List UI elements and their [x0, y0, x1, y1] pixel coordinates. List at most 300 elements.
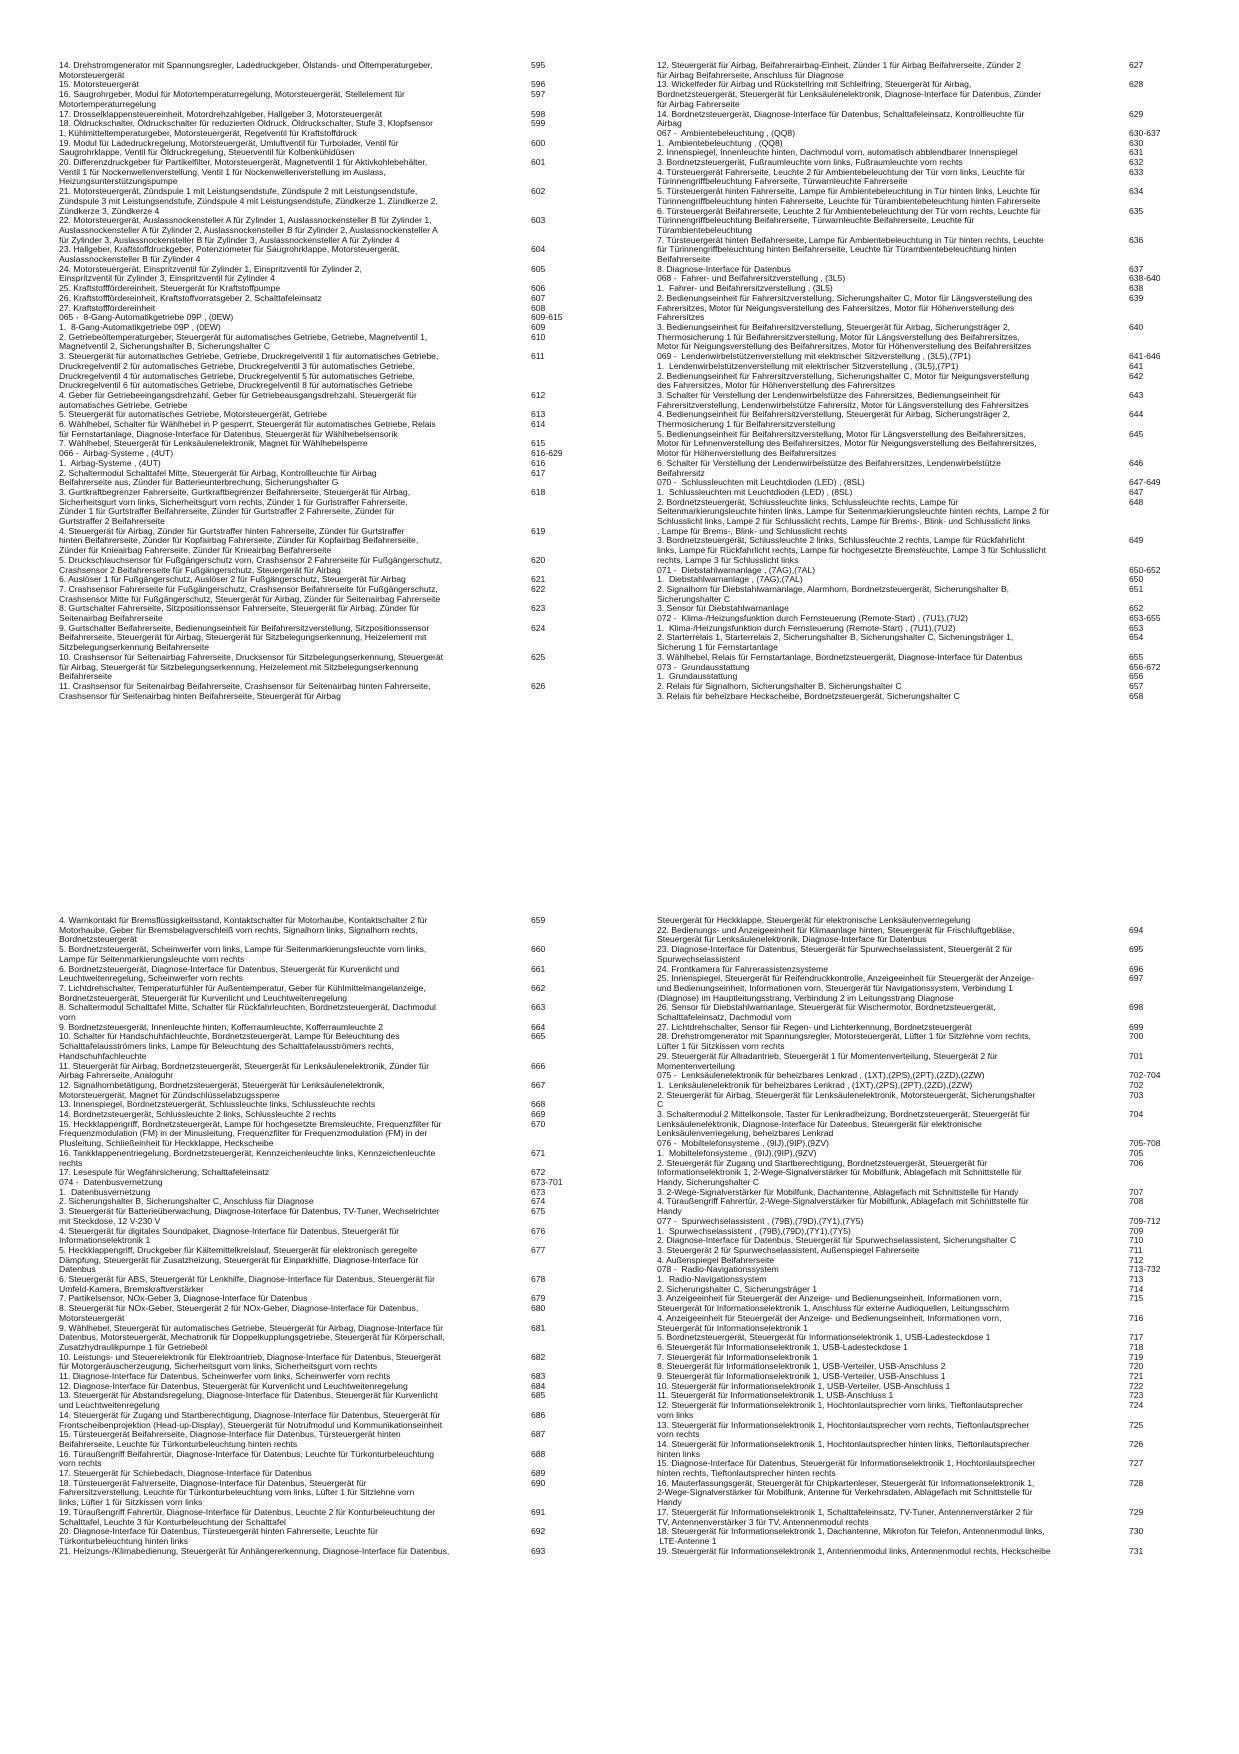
toc-entry: [59, 187, 619, 216]
toc-page-number: 619: [531, 525, 546, 536]
toc-entry-title: 20. Differenzdruckgeber für Partikelfilter, Motorsteuergerät, Magnetventil 1 für Aktivkohlebehälter, Ventil 1 für Nockenwellenverstellung, Ventil 1 für Nockenwellenverstellung im Auslass, Heizungsunterstützungspumpe: [59, 157, 428, 187]
toc-page-number: 652: [1129, 603, 1144, 614]
toc-page-number: 726: [1129, 1438, 1144, 1449]
toc-entry-title: 22. Bedienungs- und Anzeigeeinheit für Klimaanlage hinten, Steuergerät für Frischluftgebläse, Steuergerät für Lenksäulenelektronik, Diagnose-Interface für Datenbus: [657, 924, 1015, 945]
toc-page-number: 702: [1129, 1079, 1144, 1090]
toc-page-number: 699: [1129, 1021, 1144, 1032]
column-right: [657, 916, 1217, 1752]
toc-page-number: 687: [531, 1429, 546, 1440]
toc-entry-title: 25. Kraftstofffördereinheit, Steuergerät für Kraftstoffpumpe: [59, 283, 281, 294]
toc-entry-title: 1. Grundausstattung: [657, 671, 738, 682]
toc-entry-title: 1. Airbag-Systeme , (4UT): [59, 457, 161, 468]
toc-page-number: 638-640: [1129, 273, 1161, 284]
toc-entry-title: 3. Wählhebel, Relais für Fernstartanlage, Bordnetzsteuergerät, Diagnose-Interface für Datenbus: [657, 651, 1023, 662]
toc-page-number: 649: [1129, 535, 1144, 546]
toc-entry-title: 10. Crashsensor für Seitenairbag Fahrerseite, Drucksensor für Sitzbelegungserkennung, Steuergerät für Airbag, Steuergerät für Sitzbelegungserkennung, Heizelement mit Sitzbelegungserkennung Beifahrerseite: [59, 651, 444, 682]
toc-page-number: 727: [1129, 1458, 1144, 1469]
toc-entry-title: 3. Anzeigeeinheit für Steuergerät der Anzeige- und Bedienungseinheit, Informationen vorn, Steuergerät für Informationselektronik 1, Anschluss für externe Audioquellen, Leitungsschirm: [657, 1293, 1010, 1314]
toc-page-number: 656: [1129, 671, 1144, 682]
toc-entry-title: 068 - Fahrer- und Beifahrersitzverstellung , (3L5): [657, 273, 846, 284]
toc-entry-title: 9. Bordnetzsteuergerät, Innenleuchte hinten, Kofferraumleuchte, Kofferraumleuchte 2: [59, 1021, 384, 1032]
toc-page-number: 625: [531, 651, 546, 662]
toc-entry: [59, 984, 619, 1003]
toc-entry-title: 8. Gurtschalter Fahrerseite, Sitzpositionssensor Fahrerseite, Steuergerät für Airbag, Zünder für Seitenairbag Beifahrerseite: [59, 603, 420, 624]
toc-page-number: 705-708: [1129, 1138, 1161, 1149]
toc-page-number: 705: [1129, 1147, 1144, 1158]
toc-entry-title: 16. Türaußengriff Beifahrertür, Diagnose-Interface für Datenbus, Leuchte für Türkonturbeleuchtung vorn rechts: [59, 1448, 435, 1469]
toc-page-number: 599: [531, 118, 546, 129]
toc-page-number: 641-646: [1129, 351, 1161, 362]
toc-page-number: 637: [1129, 263, 1144, 274]
toc-page-number: 610: [531, 331, 546, 342]
toc-page-number: 713: [1129, 1274, 1144, 1285]
toc-entry-title: 1. Ambientebeleuchtung , (QQ8): [657, 137, 783, 148]
toc-page-number: 717: [1129, 1332, 1144, 1343]
toc-entry: [657, 80, 1217, 109]
toc-entry-title: 14. Bordnetzsteuergerät, Schlussleuchte 2 links, Schlussleuchte 2 rechts: [59, 1109, 337, 1120]
toc-entry: [657, 323, 1217, 352]
toc-page-number: 601: [531, 157, 546, 168]
toc-entry-title: 7. Steuergerät für Informationselektronik 1: [657, 1351, 818, 1362]
toc-page-number: 627: [1129, 61, 1144, 70]
toc-page-number: 636: [1129, 234, 1144, 245]
toc-page-number: 715: [1129, 1293, 1144, 1304]
toc-entry-title: 5. Bordnetzsteuergerät, Steuergerät für Informationselektronik 1, USB-Ladesteckdose 1: [657, 1332, 991, 1343]
toc-entry-title: 11. Steuergerät für Informationselektronik 1, USB-Anschluss 1: [657, 1390, 894, 1401]
toc-entry: [657, 974, 1217, 1003]
toc-page-number: 692: [531, 1526, 546, 1537]
toc-entry-title: 2. Bedienungseinheit für Fahrersitzverstellung, Sicherungshalter C, Motor für Neigungsverstellung des Fahrersitzes, Motor für Höhenverstellung des Fahrersitzes: [657, 370, 1030, 391]
toc-page-number: 633: [1129, 166, 1144, 177]
toc-entry-title: 072 - Klima-/Heizungsfunktion durch Fernsteuerung (Remote-Start) , (7U1),(7U2): [657, 613, 968, 624]
toc-entry-title: 6. Auslöser 1 für Fußgängerschutz, Auslöser 2 für Fußgängerschutz, Steuergerät für Airbag: [59, 574, 406, 585]
toc-entry-title: 074 - Datenbusvernetzung: [59, 1176, 163, 1187]
toc-page-number: 719: [1129, 1351, 1144, 1362]
toc-page-number: 618: [531, 486, 546, 497]
toc-entry: [59, 1430, 619, 1449]
toc-page-number: 611: [531, 351, 545, 362]
toc-page-number: 713-732: [1129, 1264, 1161, 1275]
toc-entry-title: 17. Steuergerät für Informationselektronik 1, Schalttafeleinsatz, TV-Tuner, Antennenverstärker 2 für TV, Antennenverstärker 3 für TV, Antennenmodul rechts: [657, 1506, 1033, 1527]
toc-entry-title: 4. Steuergerät für Airbag, Zünder für Gurtstraffer hinten Fahrerseite, Zünder für Gurtstraffer hinten Beifahrerseite, Zünder für Kopfairbag Fahrerseite, Zünder für Kopfairbag Beifahrerseite, Zünder für Knieairbag Fahrerseite, Zünder für Knieairbag Beifahrerseite: [59, 525, 419, 556]
toc-entry: [59, 916, 619, 945]
toc-entry-title: 1. Schlussleuchten mit Leuchtdioden (LED) , (8SL): [657, 486, 853, 497]
toc-page-number: 710: [1129, 1235, 1144, 1246]
toc-page-number: 703: [1129, 1089, 1144, 1100]
toc-entry: [59, 1527, 619, 1546]
toc-entry-title: 3. Relais für beheizbare Heckscheibe, Bordnetzsteuergerät, Sicherungshalter C: [657, 690, 960, 701]
toc-page-number: 675: [531, 1206, 546, 1217]
toc-entry-title: 19. Türaußengriff Fahrertür, Diagnose-Interface für Datenbus, Leuchte 2 für Konturbeleuchtung der Schalttafel, Leuchte 3 für Konturbeleuchtung der Schalttafel: [59, 1506, 436, 1527]
toc-page-number: 646: [1129, 457, 1144, 468]
toc-page-number: 670: [531, 1118, 546, 1129]
toc-page-number: 626: [531, 681, 546, 691]
toc-page-number: 711: [1129, 1244, 1143, 1255]
toc-entry-title: 3. Steuergerät 2 für Spurwechselassistent, Außenspiegel Fahrerseite: [657, 1244, 920, 1255]
toc-page-number: 689: [531, 1468, 546, 1479]
toc-page-number: 686: [531, 1409, 546, 1420]
toc-entry-title: 24. Motorsteuergerät, Einspritzventil für Zylinder 1, Einspritzventil für Zylinder 2, Einspritzventil für Zylinder 3, Einspritzventil für Zylinder 4: [59, 263, 362, 284]
toc-page-number: 688: [531, 1448, 546, 1459]
toc-entry-title: 4. Türaußengriff Fahrertür, 2-Wege-Signalverstärker für Mobilfunk, Ablagefach mit Schnittstelle für Handy: [657, 1196, 1029, 1217]
toc-page-number: 725: [1129, 1419, 1144, 1430]
toc-page-number: 722: [1129, 1380, 1144, 1391]
toc-page-number: 685: [531, 1390, 546, 1401]
toc-page-number: 595: [531, 61, 546, 70]
toc-entry: [59, 1479, 619, 1508]
toc-entry: [59, 1246, 619, 1275]
toc-page-number: 666: [531, 1060, 546, 1071]
toc-entry-title: 3. Bordnetzsteuergerät, Fußraumleuchte vorn links, Fußraumleuchte vorn rechts: [657, 157, 963, 168]
toc-entry: [657, 585, 1217, 604]
toc-entry: [59, 682, 619, 701]
toc-page-number: 635: [1129, 205, 1144, 216]
toc-entry-title: 5. Bedienungseinheit für Beifahrersitzverstellung, Motor für Längsverstellung des Beifahrersitzes, Motor für Lehnenverstellung des Beifahrersitzes, Motor für Neigungsverstellung des Beifahrersitzes, Motor für Höhenverstellung des Beifahrersitzes: [657, 428, 1037, 459]
toc-page-number: 718: [1129, 1341, 1144, 1352]
toc-page-number: 680: [531, 1303, 546, 1314]
toc-page-number: 683: [531, 1371, 546, 1382]
toc-entry-title: 2. Sicherungshalter B, Sicherungshalter C, Anschluss für Diagnose: [59, 1196, 314, 1207]
toc-page-number: 712: [1129, 1254, 1144, 1265]
toc-entry-title: 19. Modul für Ladedruckregelung, Motorsteuergerät, Umluftventil für Turbolader, Ventil für Saugrohrklappe, Ventil für Öldruckregelung, Steuerventil für Kolbenkühldüsen: [59, 137, 399, 158]
toc-entry: [59, 653, 619, 682]
toc-entry-title: 3. 2-Wege-Signalverstärker für Mobilfunk, Dachantenne, Ablagefach mit Schnittstelle für Handy: [657, 1186, 1019, 1197]
toc-page-number: 597: [531, 89, 546, 100]
toc-entry: [657, 391, 1217, 410]
toc-entry-title: 12. Steuergerät für Airbag, Beifahrerairbag-Einheit, Zünder 1 für Airbag Beifahrerseite, Zünder 2 für Airbag Beifahrerseite, Anschluss für Diagnose: [657, 61, 1022, 80]
toc-entry: [657, 410, 1217, 429]
toc-entry: [59, 488, 619, 527]
toc-entry-title: 2. Steuergerät für Zugang und Startberechtigung, Bordnetzsteuergerät, Steuergerät für Informationselektronik 1, 2-Wege-Signalverstärker für Mobilfunk, Ablagefach mit Schnittstelle für Handy, Sicherungshalter C: [657, 1157, 1022, 1187]
toc-entry-title: 23. Diagnose-Interface für Datenbus, Steuergerät für Spurwechselassistent, Steuergerät 2 für Spurwechselassistent: [657, 944, 1013, 964]
toc-entry-title: 7. Crashsensor Fahrerseite für Fußgängerschutz, Crashsensor Beifahrerseite für Fußgängerschutz, Crashsensor Mitte für Fußgängerschutz, Steuergerät für Airbag, Zünder für Seitenairbag Fahrerseite: [59, 583, 441, 604]
toc-entry: [59, 1353, 619, 1372]
toc-entry: [657, 1547, 1217, 1557]
toc-page-number: 613: [531, 409, 546, 420]
toc-page-number: 600: [531, 137, 546, 148]
page-lower: [0, 877, 1239, 1754]
toc-entry: [59, 1547, 619, 1557]
toc-page-number: 650: [1129, 574, 1144, 585]
toc-page-number: 723: [1129, 1390, 1144, 1401]
toc-entry-title: 13. Wickelfeder für Airbag und Rückstellring mit Schleifring, Steuergerät für Airbag, Bordnetzsteuergerät, Steuergerät für Lenksäulenelektronik, Diagnose-Interface für Datenbus, Zünder für Airbag Fahrerseite: [657, 79, 1042, 109]
toc-page-number: 673-701: [531, 1176, 563, 1187]
toc-entry-title: 2. Steuergerät für Airbag, Steuergerät für Lenksäulenelektronik, Motorsteuergerät, Sicherungshalter C: [657, 1089, 1036, 1110]
toc-entry-title: 10. Steuergerät für Informationselektronik 1, USB-Verteiler, USB-Anschluss 1: [657, 1380, 951, 1391]
toc-page-number: 643: [1129, 389, 1144, 400]
toc-entry-title: 24. Frontkamera für Fahrerassistenzsysteme: [657, 963, 828, 974]
toc-page-number: 655: [1129, 651, 1144, 662]
toc-page-number: 621: [531, 574, 546, 585]
toc-page-number: 612: [531, 389, 546, 400]
toc-entry-title: 9. Gurtschalter Beifahrerseite, Bedienungseinheit für Beifahrersitzverstellung, Sitzpositionssensor Beifahrerseite, Steuergerät für Airbag, Steuergerät für Sitzbelegungserkennung, Heizelement mit Sitzbelegungserkennung Beifahrerseite: [59, 622, 430, 653]
toc-entry-title: 6. Steuergerät für Informationselektronik 1, USB-Ladesteckdose 1: [657, 1341, 908, 1352]
toc-entry: [59, 1304, 619, 1323]
toc-entry-title: 3. Schalter für Verstellung der Lendenwirbelstütze des Fahrersitzes, Bedienungseinheit für Fahrersitzverstellung, Lendenwirbelstütze Fahrersitz, Motor für Längsverstellung des Fahrersitzes: [657, 389, 1029, 410]
toc-entry-title: 5. Bordnetzsteuergerät, Scheinwerfer vorn links, Lampe für Seitenmarkierungsleuchte vorn links, Lampe für Seitenmarkierungsleuchte vorn rechts: [59, 944, 427, 964]
toc-entry-title: 27. Lichtdrehschalter, Sensor für Regen- und Lichterkennung, Bordnetzsteuergerät: [657, 1021, 972, 1032]
toc-entry-title: 1. 8-Gang-Automatikgetriebe 09P , (0EW): [59, 321, 221, 332]
toc-page-number: 665: [531, 1031, 546, 1042]
toc-entry: [657, 430, 1217, 459]
toc-page-number: 628: [1129, 79, 1144, 90]
toc-page-number: 617: [531, 467, 546, 478]
toc-entry-title: 070 - Schlussleuchten mit Leuchtdioden (LED) , (8SL): [657, 477, 865, 488]
toc-page-number: 606: [531, 283, 546, 294]
toc-entry-title: 8. Steuergerät für Informationselektronik 1, USB-Verteiler, USB-Anschluss 2: [657, 1361, 946, 1372]
toc-entry-title: 2. Innenspiegel, Innenleuchte hinten, Dachmodul vorn, automatisch abblendbarer Innenspiegel: [657, 147, 1018, 158]
toc-entry-title: 4. Warnkontakt für Bremsflüssigkeitsstand, Kontaktschalter für Motorhaube, Kontaktschalter 2 für Motorhaube, Geber für Bremsbelagverschleiß vorn rechts, Signalhorn links, Signalhorn rechts, Bordnetzsteuergerät: [59, 916, 428, 945]
toc-entry-title: 23. Hallgeber, Kraftstoffdruckgeber, Potenziometer für Saugrohrklappe, Motorsteuergerät, Auslassnockensteller B für Zylinder 4: [59, 244, 400, 265]
toc-entry-title: 3. Steuergerät für Batterieüberwachung, Diagnose-Interface für Datenbus, TV-Tuner, Wechselrichter mit Steckdose, 12 V-230 V: [59, 1206, 440, 1226]
toc-page-number: 663: [531, 1002, 546, 1013]
toc-entry-title: 8. Schaltermodul Schalttafel Mitte, Schalter für Rückfahrleuchten, Bordnetzsteuergerät, Dachmodul vorn: [59, 1002, 436, 1023]
toc-entry-title: 5. Steuergerät für automatisches Getriebe, Motorsteuergerät, Getriebe: [59, 409, 327, 420]
toc-entry: [59, 352, 619, 391]
toc-entry-title: 13. Steuergerät für Abstandsregelung, Diagnose-Interface für Datenbus, Steuergerät für Kurvenlicht und Leuchtweitenregelung: [59, 1390, 438, 1411]
toc-entry: [59, 1227, 619, 1246]
toc-entry-title: 1. Diebstahlwarnanlage , (7AG),(7AL): [657, 574, 803, 585]
toc-entry-title: 14. Steuergerät für Informationselektronik 1, Hochtonlautsprecher hinten links, Tieftonlautsprecher hinten links: [657, 1438, 1030, 1459]
toc-entry: [657, 1032, 1217, 1051]
toc-page-number: 714: [1129, 1283, 1144, 1294]
toc-page-number: 691: [531, 1506, 546, 1517]
toc-entry: [59, 1411, 619, 1430]
toc-entry-title: 5. Heckklappengriff, Druckgeber für Kältemittelkreislauf, Steuergerät für elektronisch geregelte Dämpfung, Steuergerät für Zusatzheizung, Steuergerät für Einparkhilfe, Diagnose-Interface für Datenbus: [59, 1244, 419, 1275]
toc-entry-title: 17. Drosselklappensteuereinheit, Motordrehzahlgeber, Hallgeber 3, Motorsteuergerät: [59, 108, 382, 119]
toc-entry: [657, 236, 1217, 265]
toc-page-number: 720: [1129, 1361, 1144, 1372]
toc-page-number: 729: [1129, 1506, 1144, 1517]
toc-entry-title: 2. Schaltermodul Schalttafel Mitte, Steuergerät für Airbag, Kontrollleuchte für Airbag Beifahrerseite aus, Zünder für Batterieunterbrechung, Sicherungshalter G: [59, 467, 377, 488]
toc-entry-title: 076 - Mobiltelefonsysteme , (9IJ),(9IP),(9ZV): [657, 1138, 829, 1149]
toc-page-number: 730: [1129, 1526, 1144, 1537]
toc-page-number: 678: [531, 1274, 546, 1285]
toc-entry-title: 4. Steuergerät für digitales Soundpaket, Diagnose-Interface für Datenbus, Steuergerät für Informationselektronik 1: [59, 1225, 400, 1246]
toc-entry-title: 25. Innenspiegel, Steuergerät für Reifendruckkontrolle, Anzeigeeinheit für Steuergerät der Anzeige- und Bedienungseinheit, Informationen vorn, Steuergerät für Navigationssystem, Verbindung 1 (Diagnose) im Hauptleitungsstrang, Verbindung 2 im Leitungsstrang Diagnose: [657, 973, 1034, 1003]
toc-entry-title: 15. Heckklappengriff, Bordnetzsteuergerät, Lampe für hochgesetzte Bremsleuchte, Frequenzfilter für Frequenzmodulation (FM) in der Minusleitung, Frequenzfilter für Frequenzmodulation (FM) in der Plusleitung, Schließeinheit für Heckklappe, Heckscheibe: [59, 1118, 442, 1149]
toc-page-number: 622: [531, 583, 546, 594]
toc-entry-title: 19. Steuergerät für Informationselektronik 1, Antennenmodul links, Antennenmodul rechts, Heckscheibe: [657, 1545, 1051, 1556]
toc-entry-title: 26. Kraftstofffördereinheit, Kraftstoffvorratsgeber 2, Schalttafeleinsatz: [59, 292, 322, 303]
toc-page-number: 647-649: [1129, 477, 1161, 488]
toc-entry-title: 2. Diagnose-Interface für Datenbus, Steuergerät für Spurwechselassistent, Sicherungshalter C: [657, 1235, 1017, 1246]
toc-entry: [59, 585, 619, 604]
toc-page-number: 653: [1129, 622, 1144, 633]
toc-page-number: 651: [1129, 583, 1144, 594]
column-left: [59, 61, 619, 875]
toc-entry: [657, 1294, 1217, 1313]
toc-entry: [657, 926, 1217, 945]
column-left: [59, 916, 619, 1752]
toc-entry-title: 14. Bordnetzsteuergerät, Diagnose-Interface für Datenbus, Schalttafeleinsatz, Kontrollleuchte für Airbag: [657, 108, 1025, 129]
toc-entry: [657, 294, 1217, 323]
toc-page-number: 696: [1129, 963, 1144, 974]
toc-entry: [657, 692, 1217, 702]
toc-page-number: 695: [1129, 944, 1144, 955]
toc-entry-title: 21. Motorsteuergerät, Zündspule 1 mit Leistungsendstufe, Zündspule 2 mit Leistungsendstufe, Zündspule 3 mit Leistungsendstufe, Zündspule 4 mit Leistungsendstufe, Zündkerze 1, Zündkerze 2, Zündkerze 3, Zündkerze 4: [59, 186, 438, 216]
toc-entry-title: 3. Gurtkraftbegrenzer Fahrerseite, Gurtkraftbegrenzer Beifahrerseite, Steuergerät für Airbag, Sicherheitsgurt vorn links, Sicherheitsgurt vorn rechts, Zünder 1 für Gurtstraffer Fahrerseite, Zünder 1 für Gurtstraffer Beifahrerseite, Zünder für Gurtstraffer 2 Fahrerseite, Zünder für Gurtstraffer 2 Beifahrerseite: [59, 486, 411, 527]
toc-page-number: 653-655: [1129, 613, 1161, 624]
toc-page-number: 642: [1129, 370, 1144, 381]
toc-page-number: 661: [531, 963, 546, 974]
toc-entry: [657, 207, 1217, 236]
toc-entry: [59, 1207, 619, 1226]
toc-page-number: 609-615: [531, 312, 563, 323]
toc-entry-title: 6. Schalter für Verstellung der Lendenwirbelstütze des Beifahrersitzes, Lendenwirbelstütze Beifahrersitz: [657, 457, 1001, 478]
toc-entry-title: 7. Lichtdrehschalter, Temperaturfühler für Außentemperatur, Geber für Kühlmittelmangelanzeige, Bordnetzsteuergerät, Steuergerät für Kurvenlicht und Leuchtweitenregelung: [59, 982, 426, 1003]
toc-entry: [59, 119, 619, 138]
toc-entry: [59, 1003, 619, 1022]
toc-entry: [657, 498, 1217, 537]
toc-entry-title: 6. Steuergerät für ABS, Steuergerät für Lenkhilfe, Diagnose-Interface für Datenbus, Steuergerät für Umfeld-Kamera, Bremskraftverstärker: [59, 1274, 435, 1294]
toc-entry: [657, 1459, 1217, 1478]
toc-entry: [657, 1052, 1217, 1071]
toc-page-number: 693: [531, 1545, 546, 1556]
toc-entry: [59, 1275, 619, 1294]
toc-entry-title: 7. Wählhebel, Steuergerät für Lenksäulenelektronik, Magnet für Wählhebelsperre: [59, 438, 368, 449]
toc-entry-title: 2. Bordnetzsteuergerät, Schlussleuchte links, Schlussleuchte rechts, Lampe für Seitenmarkierungsleuchte hinten links, Lampe für Seitenmarkierungsleuchte hinten rechts, Lampe 2 für Schlusslicht links, Lampe 2 für Schlusslicht rechts, Lampe für Brems-, Blink- und Schlusslicht links , Lampe für Brems-, Blink- und Schlusslicht rechts: [657, 496, 1050, 536]
toc-page-number: 694: [1129, 924, 1144, 935]
toc-entry: [657, 1440, 1217, 1459]
toc-page-number: 603: [531, 215, 546, 226]
toc-page-number: 634: [1129, 186, 1144, 197]
toc-page-number: 607: [531, 292, 546, 303]
toc-entry-title: 13. Innenspiegel, Bordnetzsteuergerät, Schlussleuchte links, Schlussleuchte rechts: [59, 1099, 376, 1110]
toc-entry-title: 2. Getriebeöltemperaturgeber, Steuergerät für automatisches Getriebe, Getriebe, Magnetventil 1, Magnetventil 2, Sicherungshalter B, Sicherungshalter C: [59, 331, 428, 352]
toc-page-number: 682: [531, 1351, 546, 1362]
toc-entry: [59, 1032, 619, 1061]
toc-page-number: 731: [1129, 1545, 1144, 1556]
toc-page-number: 596: [531, 79, 546, 90]
toc-entry: [657, 945, 1217, 964]
toc-page-number: 659: [531, 916, 546, 925]
toc-page-number: 679: [531, 1293, 546, 1304]
toc-page-number: 677: [531, 1244, 546, 1255]
toc-page-number: 647: [1129, 486, 1144, 497]
toc-entry: [59, 469, 619, 488]
toc-page-number: 639: [1129, 292, 1144, 303]
toc-entry-title: 1. Spurwechselassistent , (79B),(79D),(7Y1),(7Y5): [657, 1225, 851, 1236]
toc-entry-title: 4. Geber für Getriebeeingangsdrehzahl, Geber für Getriebeausgangsdrehzahl, Steuergerät für automatisches Getriebe, Getriebe: [59, 389, 417, 410]
toc-page-number: 708: [1129, 1196, 1144, 1207]
toc-entry-title: 20. Diagnose-Interface für Datenbus, Türsteuergerät hinten Fahrerseite, Leuchte für Türkonturbeleuchtung hinten links: [59, 1526, 378, 1546]
toc-entry: [59, 1450, 619, 1469]
toc-page-number: 615: [531, 438, 546, 449]
toc-entry-title: 8. Diagnose-Interface für Datenbus: [657, 263, 791, 274]
toc-page-number: 656-672: [1129, 661, 1161, 672]
toc-page-number: 707: [1129, 1186, 1144, 1197]
toc-entry: [657, 1091, 1217, 1110]
toc-entry-title: Steuergerät für Heckklappe, Steuergerät für elektronische Lenksäulenverriegelung: [657, 916, 971, 925]
toc-entry-title: 7. Türsteuergerät hinten Beifahrerseite, Lampe für Ambientebeleuchtung in Tür hinten rechts, Leuchte für Türinnengriffbeleuchtung hinten Beifahrerseite, Leuchte für Türambientebeleuchtung hinten Beifahrerseite: [657, 234, 1044, 265]
toc-entry: [59, 1062, 619, 1081]
toc-page-number: 629: [1129, 108, 1144, 119]
toc-entry-title: 12. Diagnose-Interface für Datenbus, Steuergerät für Kurvenlicht und Leuchtweitenregelung: [59, 1380, 408, 1391]
toc-page-number: 724: [1129, 1400, 1144, 1411]
toc-entry-title: 3. Bedienungseinheit für Beifahrersitzverstellung, Steuergerät für Airbag, Sicherungsträger 2, Thermosicherung 1 für Beifahrersitzverstellung, Motor für Längsverstellung des Beifahrersitzes, Motor für Neigungsverstellung des Beifahrersitzes, Motor für Höhenverstellung des Beifahrersitzes: [657, 321, 1032, 352]
toc-entry-title: 11. Diagnose-Interface für Datenbus, Scheinwerfer vorn links, Scheinwerfer vorn rechts: [59, 1371, 391, 1382]
toc-entry: [657, 1159, 1217, 1188]
toc-entry-title: 1. Lenksäulenelektronik für beheizbares Lenkrad , (1XT),(2PS),(2PT),(2ZD),(2ZW): [657, 1079, 973, 1090]
toc-page-number: 674: [531, 1196, 546, 1207]
toc-entry-title: 1. Radio-Navigationssystem: [657, 1274, 767, 1285]
toc-entry-title: 069 - Lendenwirbelstützenverstellung mit elektrischer Sitzverstellung , (3L5),(7P1): [657, 351, 971, 362]
toc-entry-title: 3. Sensor für Diebstahlwarnanlage: [657, 603, 789, 614]
toc-page-number: 668: [531, 1099, 546, 1110]
toc-entry-title: 12. Signalhornbetätigung, Bordnetzsteuergerät, Steuergerät für Lenksäulenelektronik, Motorsteuergerät, Magnet für Zündschlüsselabzugssperre: [59, 1079, 385, 1100]
toc-page-number: 609: [531, 321, 546, 332]
toc-entry-title: 16. Saugrohrgeber, Modul für Motortemperaturregelung, Motorsteuergerät, Stellelement für Motortemperaturregelung: [59, 89, 405, 109]
toc-entry: [657, 1508, 1217, 1527]
toc-entry-title: 071 - Diebstahlwarnanlage , (7AG),(7AL): [657, 564, 816, 575]
toc-entry: [59, 945, 619, 964]
toc-entry-title: 1. Mobiltelefonsysteme , (9IJ),(9IP),(9ZV): [657, 1147, 817, 1158]
toc-entry-title: 078 - Radio-Navigationssystem: [657, 1264, 779, 1275]
toc-entry-title: 18. Türsteuergerät Fahrerseite, Diagnose-Interface für Datenbus, Steuergerät für Fahrersitzverstellung, Leuchte für Türkonturbeleuchtung vorn links, Lüfter 1 für Sitzlehne vorn links, Lüfter 1 für Sitzkissen vorn links: [59, 1477, 415, 1508]
toc-entry-title: 1. Fahrer- und Beifahrersitzverstellung , (3L5): [657, 283, 833, 294]
toc-entry-title: 16. Mauterfassungsgerät, Steuergerät für Chipkartenleser, Steuergerät für Informationselektronik 1, 2-Wege-Signalverstärker für Mobilfunk, Antenne für Verkehrsdaten, Ablagefach mit Schnittstelle für Handy: [657, 1477, 1035, 1508]
toc-entry-title: 10. Schalter für Handschuhfachleuchte, Bordnetzsteuergerät, Lampe für Beleuchtung des Schalttafelausströmers links, Lampe für Beleuchtung des Schalttafelausströmers rechts, Handschuhfachleuchte: [59, 1031, 400, 1061]
toc-entry-title: 5. Türsteuergerät hinten Fahrerseite, Lampe für Ambientebeleuchtung in Tür hinten links, Leuchte für Türinnengriffbeleuchtung hinten Fahrerseite, Leuchte für Türambientebeleuchtung hinten Fahrerseite: [657, 186, 1041, 206]
toc-page-number: 684: [531, 1380, 546, 1391]
toc-entry-title: 28. Drehstromgenerator mit Spannungsregler, Motorsteuergerät, Lüfter 1 für Sitzlehne vorn rechts, Lüfter 1 für Sitzkissen vorn rechts: [657, 1031, 1032, 1052]
toc-page-number: 702-704: [1129, 1070, 1161, 1081]
toc-entry: [59, 61, 619, 80]
toc-entry-title: 13. Steuergerät für Informationselektronik 1, Hochtonlautsprecher vorn rechts, Tieftonlautsprecher vorn rechts: [657, 1419, 1030, 1440]
toc-page-number: 700: [1129, 1031, 1144, 1042]
toc-entry-title: 17. Steuergerät für Schiebedach, Diagnose-Interface für Datenbus: [59, 1468, 312, 1479]
toc-entry-title: 26. Sensor für Diebstahlwarnanlage, Steuergerät für Wischermotor, Bordnetzsteuergerät, Schalttafeleinsatz, Dachmodul vorn: [657, 1002, 996, 1023]
toc-entry: [59, 158, 619, 187]
toc-entry-title: 14. Drehstromgenerator mit Spannungsregler, Ladedruckgeber, Ölstands- und Öltemperaturgeber, Motorsteuergerät: [59, 61, 433, 80]
toc-entry-title: 14. Steuergerät für Zugang und Startberechtigung, Diagnose-Interface für Datenbus, Steuergerät für Frontscheibenprojektion (Head-up-Display), Steuergerät für Notrufmodul und Kommunikationseinheit: [59, 1409, 443, 1430]
toc-page-number: 672: [531, 1167, 546, 1178]
toc-entry-title: 9. Wählhebel, Steuergerät für automatisches Getriebe, Steuergerät für Airbag, Diagnose-Interface für Datenbus, Motorsteuergerät, Mechatronik für Doppelkupplungsgetriebe, Steuergerät für Körperschall, Zusatzhydraulikpumpe 1 für Getriebeöl: [59, 1322, 445, 1352]
toc-page-number: 716: [1129, 1312, 1144, 1323]
toc-entry-title: 2. Sicherungshalter C, Sicherungsträger 1: [657, 1283, 818, 1294]
toc-entry: [657, 1110, 1217, 1139]
toc-page-number: 640: [1129, 321, 1144, 332]
toc-page-number: 654: [1129, 632, 1144, 643]
toc-entry-title: 066 - Airbag-Systeme , (4UT): [59, 448, 174, 459]
toc-entry-title: 067 - Ambientebeleuchtung , (QQ8): [657, 127, 796, 138]
toc-entry: [59, 527, 619, 556]
toc-entry: [59, 604, 619, 623]
toc-entry: [657, 187, 1217, 206]
toc-page-number: 644: [1129, 409, 1144, 420]
toc-entry: [59, 624, 619, 653]
toc-page-number: 676: [531, 1225, 546, 1236]
toc-entry-title: 15. Diagnose-Interface für Datenbus, Steuergerät für Informationselektronik 1, Hochtonlautsprecher hinten rechts, Tieftonlautsprecher hinten rechts: [657, 1458, 1036, 1479]
toc-page-number: 630: [1129, 137, 1144, 148]
toc-entry-title: 22. Motorsteuergerät, Auslassnockensteller A für Zylinder 1, Auslassnockensteller B für Zylinder 1, Auslassnockensteller A für Zylinder 2, Auslassnockensteller B für Zylinder 2, Auslassnockensteller A für Zylinder 3, Auslassnockensteller B für Zylinder 3, Auslassnockensteller A für Zylinder 4: [59, 215, 438, 245]
toc-entry: [59, 1149, 619, 1168]
toc-entry: [657, 459, 1217, 478]
toc-entry-title: 2. Relais für Signalhorn, Sicherungshalter B, Sicherungshalter C: [657, 681, 902, 691]
toc-entry: [657, 1401, 1217, 1420]
toc-entry: [59, 1391, 619, 1410]
toc-page-number: 604: [531, 244, 546, 255]
toc-entry: [59, 391, 619, 410]
toc-page-number: 667: [531, 1079, 546, 1090]
toc-entry-title: 5. Druckschlauchsensor für Fußgängerschutz vorn, Crashsensor 2 Fahrerseite für Fußgängerschutz, Crashsensor 2 Beifahrerseite für Fußgängerschutz, Steuergerät für Airbag: [59, 554, 443, 575]
toc-entry-title: 4. Türsteuergerät Fahrerseite, Leuchte 2 für Ambientebeleuchtung der Tür vorn links, Leuchte für Türinnengriffbeleuchtung Fahrerseite, Türwarnleuchte Fahrerseite: [657, 166, 1025, 187]
toc-entry-title: 065 - 8-Gang-Automatikgetriebe 09P , (0EW): [59, 312, 234, 323]
toc-entry-title: 27. Kraftstofffördereinheit: [59, 302, 156, 313]
toc-page-number: 660: [531, 944, 546, 955]
toc-entry-title: 17. Lesespule für Wegfahrsicherung, Schalttafeleinsatz: [59, 1167, 270, 1178]
